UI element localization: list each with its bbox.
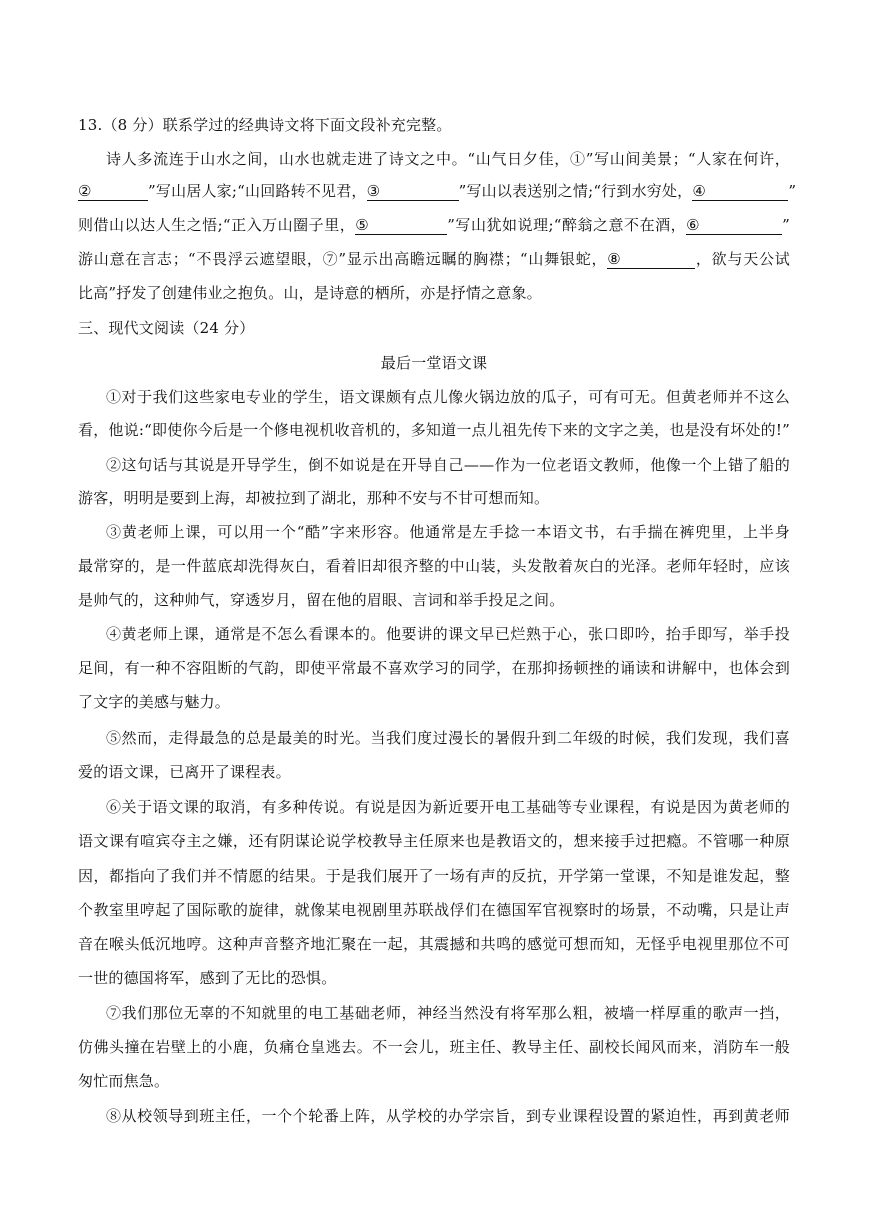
article-paragraph-5-line: 爱的语文课，已离开了课程表。 [78,763,291,781]
question-13-line-4 [78,249,790,271]
article-title: 最后一堂语文课 [380,354,488,372]
text-segment: ”写山犹如说理;“醉翁之意不在酒， [447,216,687,234]
article-paragraph-4-line: 足间，有一种不容阻断的气韵，即使平常最不喜欢学习的同学，在那抑扬顿挫的诵读和讲解中，也体会到 [78,659,790,677]
article-paragraph-6-line: ⑥关于语文课的取消，有多种传说。有说是因为新近要开电工基础等专业课程，有说是因为黄老师的 [106,798,790,816]
text-segment: ”写山以表送别之情;“行到水穷处， [458,182,693,200]
blank-5[interactable]: ⑤ [355,216,447,235]
question-13-line-2 [78,181,797,203]
question-13-heading: 13.（8 分）联系学过的经典诗文将下面文段补充完整。 [78,116,452,134]
blank-4[interactable]: ④ [692,182,788,201]
blank-3[interactable]: ③ [367,182,459,201]
article-paragraph-4-line: ④黄老师上课，通常是不怎么看课本的。他要讲的课文早已烂熟于心，张口即吟，抬手即写，举手投 [106,625,790,643]
article-paragraph-2-line: ②这句话与其说是开导学生，倒不如说是在开导自己——作为一位老语文教师，他像一个上错了船的 [106,456,790,474]
text-segment: ”写山居人家;“山回路转不见君， [148,182,367,200]
article-paragraph-1-line: ①对于我们这些家电专业的学生，语文课颇有点儿像火锅边放的瓜子，可有可无。但黄老师并不这么 [106,388,790,406]
text-segment: 游山意在言志；“不畏浮云遮望眼，⑦”显示出高瞻远瞩的胸襟；“山舞银蛇， [78,250,608,268]
article-paragraph-2-line: 游客，明明是要到上海，却被拉到了湖北，那种不安与不甘可想而知。 [78,489,550,507]
article-paragraph-7-line: 匆忙而焦急。 [78,1072,170,1090]
blank-8[interactable]: ⑧ [607,250,695,269]
article-paragraph-3-line: 最常穿的，是一件蓝底却洗得灰白，看着旧却很齐整的中山装，头发散着灰白的光泽。老师年轻时，应该 [78,557,790,575]
article-paragraph-5-line: ⑤然而，走得最急的总是最美的时光。当我们度过漫长的暑假升到二年级的时候，我们发现，我们喜 [106,729,790,747]
blank-2[interactable]: ② [78,182,148,201]
article-paragraph-6-line: 音在喉头低沉地哼。这种声音整齐地汇聚在一起，其震撼和共鸣的感觉可想而知，无怪乎电视里那位不可 [78,935,790,953]
article-paragraph-6-line: 一世的德国将军，感到了无比的恐惧。 [78,969,337,987]
article-paragraph-3-line: ③黄老师上课，可以用一个“酷”字来形容。他通常是左手捻一本语文书，右手揣在裤兜里，上半身 [106,523,790,541]
blank-6[interactable]: ⑥ [686,216,782,235]
article-paragraph-3-line: 是帅气的，这种帅气，穿透岁月，留在他的眉眼、言词和举手投足之间。 [78,591,565,609]
question-13-line-1: 诗人多流连于山水之间，山水也就走进了诗文之中。“山气日夕佳，①”写山间美景；“人家在何许， [106,150,790,168]
article-paragraph-6-line: 因，都指向了我们并不情愿的结果。于是我们展开了一场有声的反抗，开学第一堂课，不知是谁发起，整 [78,867,790,885]
text-segment: ，欲与天公试 [695,250,791,268]
question-13-line-5: 比高”抒发了创建伟业之抱负。山，是诗意的栖所，亦是抒情之意象。 [78,284,542,302]
article-paragraph-6-line: 个教室里哼起了国际歌的旋律，就像某电视剧里苏联战俘们在德国军官视察时的场景，不动嘴，只是让声 [78,901,790,919]
text-segment: ” [782,216,790,234]
article-paragraph-8-line: ⑧从校领导到班主任，一个个轮番上阵，从学校的办学宗旨，到专业课程设置的紧迫性，再到黄老师 [106,1107,790,1125]
article-paragraph-1-line: 看，他说:“即使你今后是一个修电视机收音机的，多知道一点儿祖先传下来的文字之美，也是没有坏处的!” [78,421,790,439]
question-13-line-3 [78,215,790,237]
section-3-heading: 三、现代文阅读（24 分） [78,319,255,337]
article-paragraph-4-line: 了文字的美感与魅力。 [78,693,231,711]
article-paragraph-7-line: ⑦我们那位无辜的不知就里的电工基础老师，神经当然没有将军那么粗，被墙一样厚重的歌声一挡， [106,1004,790,1022]
text-segment: 则借山以达人生之悟;“正入万山圈子里， [78,216,356,234]
article-paragraph-7-line: 仿佛头撞在岩壁上的小鹿，负痛仓皇逃去。不一会儿，班主任、教导主任、副校长闻风而来，消防车一般 [78,1038,790,1056]
article-paragraph-6-line: 语文课有喧宾夺主之嫌，还有阴谋论说学校教导主任原来也是教语文的，想来接手过把瘾。不管哪一种原 [78,832,790,850]
text-segment: ” [788,182,797,200]
